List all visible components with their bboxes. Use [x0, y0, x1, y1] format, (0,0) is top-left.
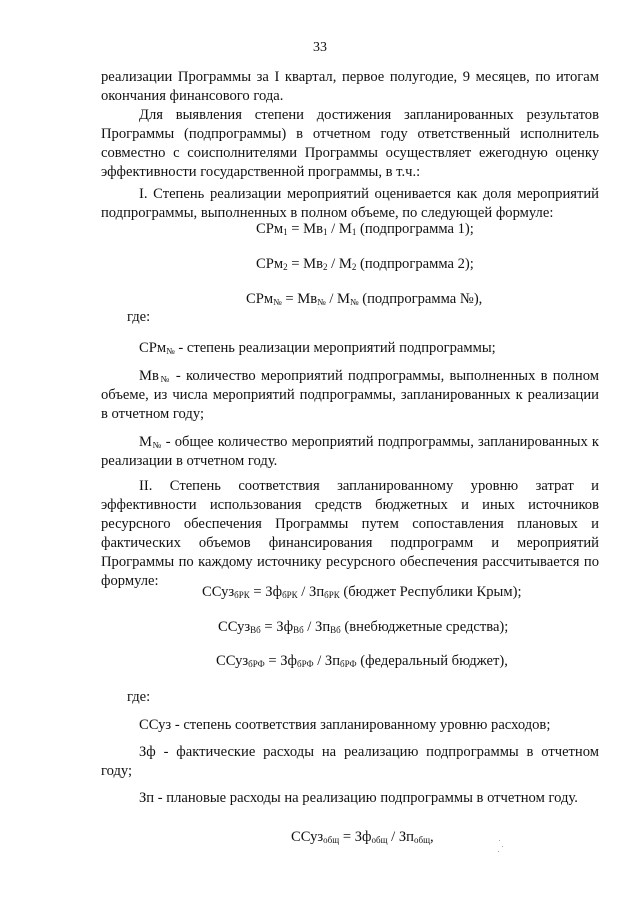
formula-subprogram-2: $СРм_2 = Мв_2 / М_2$ (подпрограмма 2); [256, 256, 474, 272]
formula-extrabudgetary: ССуз$_{Вб}$ = $Зф_{Вб} / Зп_{Вб}$ (внебюджетные средства); [218, 619, 509, 635]
formula-subprogram-1: $СРм_1 = Мв_1 / М_1$ (подпрограмма 1); [256, 221, 474, 237]
definition-srm: СРм$_№$ - степень реализации мероприятий подпрограммы; [139, 340, 496, 356]
paragraph-section-1: I. Степень реализации мероприятий оценивается как доля мероприятий подпрограммы, выполненных в полном объеме, по следующей формуле: [101, 186, 599, 221]
page-number: 33 [313, 40, 327, 55]
definition-mv: $Мв_№$ - количество мероприятий подпрограммы, выполненных в полном объеме, из числа мероприятий подпрограммы, запланированных к реализации в отчетном году; [101, 368, 599, 422]
definition-zf: Зф - фактические расходы на реализацию подпрограммы в отчетном году; [101, 744, 599, 779]
formula-total: ССуз$_{общ}$ = $Зф_{общ} / Зп_{общ}$, [291, 829, 434, 845]
scan-speck-marks [496, 838, 506, 858]
paragraph-assessment-intro: Для выявления степени достижения запланированных результатов Программы (подпрограммы) в отчетном году ответственный исполнитель совместно с соисполнителями Программы осуществляет ежегодную оценку эффективности государственной программы, в т.ч.: [101, 107, 599, 180]
where-label-1: где: [127, 309, 151, 325]
definition-zp: Зп - плановые расходы на реализацию подпрограммы в отчетном году. [139, 790, 578, 806]
formula-federal-budget: ССуз$_{бРФ}$ = $Зф_{бРФ} / Зп_{бРФ}$ (федеральный бюджет), [216, 653, 508, 669]
definition-ssuz: ССуз - степень соответствия запланированному уровню расходов; [139, 717, 551, 733]
formula-subprogram-n: $СРм_№ = Мв_№ / М_№$ (подпрограмма №), [246, 291, 483, 307]
formula-budget-rk: ССуз$_{бРК}$ = $Зф_{бРК} / Зп_{бРК}$ (бюджет Республики Крым); [202, 584, 522, 600]
where-label-2: где: [127, 689, 151, 705]
definition-m: $М_№$ - общее количество мероприятий подпрограммы, запланированных к реализации в отчетном году. [101, 434, 600, 469]
paragraph-section-2: II. Степень соответствия запланированному уровню затрат и эффективности использования средств бюджетных и иных источников ресурсного обеспечения Программы путем сопоставления плановых и фактических объемов финансирования подпрограмм и мероприятий Программы по каждому источнику ресурсного обеспечения рассчитывается по формуле: [101, 478, 599, 589]
paragraph-intro-continuation: реализации Программы за I квартал, первое полугодие, 9 месяцев, по итогам окончания финансового года. [101, 69, 599, 104]
